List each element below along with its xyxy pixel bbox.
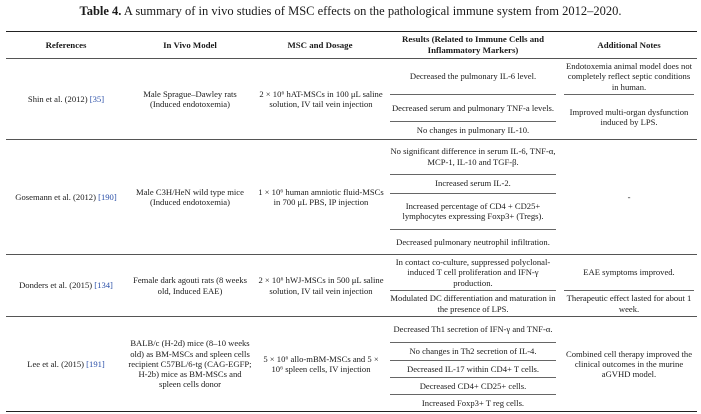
result-item: Decreased pulmonary neutrophil infiltration.: [396, 236, 550, 247]
table-row-ref: Donders et al. (2015) [134]: [19, 280, 113, 291]
result-item: In contact co-culture, suppressed polyclonal-induced T cell proliferation and IFN-γ production.: [395, 257, 551, 288]
bottom-rule: [6, 411, 697, 412]
table-caption: [0, 4, 701, 19]
citation-link[interactable]: [35]: [89, 93, 105, 104]
table-row-model: Male Sprague–Dawley rats (Induced endotoxemia): [143, 88, 237, 109]
citation-link[interactable]: [190]: [98, 191, 117, 202]
citation-link[interactable]: [191]: [86, 358, 105, 369]
result-item: Increased serum IL-2.: [435, 178, 511, 189]
result-item: Decreased serum and pulmonary TNF-a levels.: [391, 102, 555, 113]
table-row-model: BALB/c (H-2d) mice (8–10 weeks old) as BM-MSCs and spleen cells recipient C57BL/6-tg (CAG-EGFP; H-2b) mice as BM-MSCs and spleen cells donor: [128, 338, 252, 390]
result-item: Increased percentage of CD4 + CD25+ lymphocytes expressing Foxp3+ (Tregs).: [402, 200, 544, 221]
result-item: Decreased the pulmonary IL-6 level.: [409, 71, 537, 82]
result-item: Increased Foxp3+ T reg cells.: [421, 397, 525, 408]
table-label: Table 4.: [79, 4, 122, 18]
table-row-model: Female dark agouti rats (8 weeks old, Induced EAE): [133, 275, 247, 296]
header-model: In Vivo Model: [163, 39, 217, 50]
table-title: A summary of in vivo studies of MSC effects on the pathological immune system from 2012–2020.: [121, 4, 622, 18]
header-references: References: [45, 39, 87, 50]
result-item: Modulated DC differentiation and maturation in the presence of LPS.: [390, 293, 556, 314]
result-item: No changes in pulmonary IL-10.: [416, 125, 530, 136]
table-row-ref: Gosemann et al. (2012) [190]: [15, 191, 117, 202]
result-item: Decreased IL-17 within CD4+ T cells.: [407, 363, 539, 374]
result-item: Decreased CD4+ CD25+ cells.: [419, 380, 527, 391]
header-notes: Additional Notes: [597, 39, 661, 50]
table-row-ref: Shin et al. (2012) [35]: [27, 93, 105, 104]
table-row-dosage: 2 × 10⁶ hWJ-MSCs in 500 μL saline solution, IV tail vein injection: [258, 275, 384, 296]
table-row-dosage: 5 × 10⁶ allo-mBM-MSCs and 5 × 10⁶ spleen cells, IV injection: [263, 353, 379, 374]
note-item: Improved multi-organ dysfunction induced by LPS.: [569, 106, 689, 127]
note-item: Therapeutic effect lasted for about 1 week.: [566, 293, 692, 314]
note-item: Endotoxemia animal model does not completely reflect septic conditions in human.: [566, 61, 693, 92]
table-row-dosage: 2 × 10⁶ hAT-MSCs in 100 μL saline solution, IV tail vein injection: [259, 88, 383, 109]
note-item: Combined cell therapy improved the clinical outcomes in the murine aGVHD model.: [566, 348, 693, 380]
result-item: Decreased Th1 secretion of IFN-γ and TNF-α.: [393, 324, 553, 335]
header-results: Results (Related to Immune Cells and Inflammatory Markers): [402, 34, 544, 55]
result-item: No significant difference in serum IL-6, TNF-α, MCP-1, IL-10 and TGF-β.: [390, 146, 556, 167]
citation-link[interactable]: [134]: [94, 280, 113, 291]
header-dosage: MSC and Dosage: [287, 39, 353, 50]
table-row-dosage: 1 × 10⁶ human amniotic fluid-MSCs in 700 μL PBS, IP injection: [258, 186, 384, 207]
note-item: -: [627, 191, 631, 202]
table-row-ref: Lee et al. (2015) [191]: [27, 358, 105, 369]
note-item: EAE symptoms improved.: [583, 267, 675, 278]
result-item: No changes in Th2 secretion of IL-4.: [409, 346, 537, 357]
table-row-model: Male C3H/HeN wild type mice (Induced endotoxemia): [136, 186, 244, 207]
